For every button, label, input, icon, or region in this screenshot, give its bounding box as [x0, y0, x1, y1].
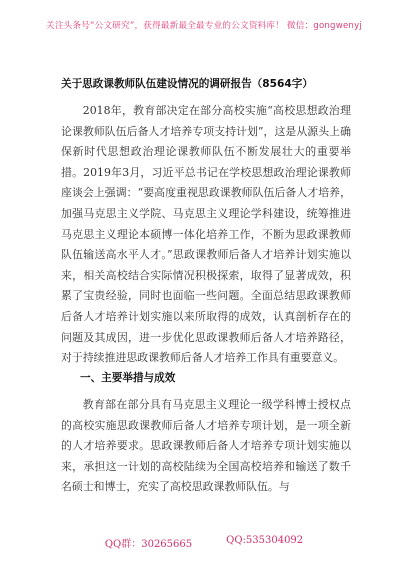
- body-paragraph: 教育部在部分具有马克思主义理论一级学科博士授权点的高校实施思政课教师后备人才培养专项计划，是一项全新的人才培养要求。思政课教师后备人才培养专项计划实施以来，承担这一计划的高校陆续为全国高校培养和输送了数千名硕士和博士，充实了高校思政课教师队伍。与: [61, 398, 351, 494]
- document-title: 关于思政课教师队伍建设情况的调研报告（8564字）: [61, 78, 313, 90]
- section-heading: 一、主要举措与成效: [80, 372, 176, 384]
- banner-text: 关注头条号“公文研究”，获得最新最全最专业的公文资料库！ 微信：gongwenyj: [46, 21, 362, 31]
- qq-text: QQ:535304092: [226, 535, 304, 546]
- qq-group-text: QQ群：30265665: [104, 539, 193, 550]
- header-banner: [0, 0, 408, 50]
- footer-contact: [0, 535, 408, 555]
- body-paragraph: 2018年，教育部决定在部分高校实施“高校思想政治理论课教师队伍后备人才培养专项支持计划”，这是从源头上确保新时代思想政治理论课教师队伍不断发展壮大的重要举措。2019年3月，习近平总书记在学校思想政治理论课教师座谈会上强调：“要高度重视思政课教师队伍后备人才培养，加强马克思主义学院、马克思主义理论学科建设，统筹推进马克思主义理论本硕博一体化培养工作，不断为思政课教师队伍输送高水平人才。”思政课教师后备人才培养计划实施以来，相关高校结合实际情况积极探索，取得了显著成效，积累了宝贵经验，同时也面临一些问题。全面总结思政课教师后备人才培养计划实施以来所取得的成效，认真剖析存在的问题及其成因，进一步优化思政课教师后备人才培养路径，对于持续推进思政课教师后备人才培养工作具有重要意义。: [61, 104, 351, 365]
